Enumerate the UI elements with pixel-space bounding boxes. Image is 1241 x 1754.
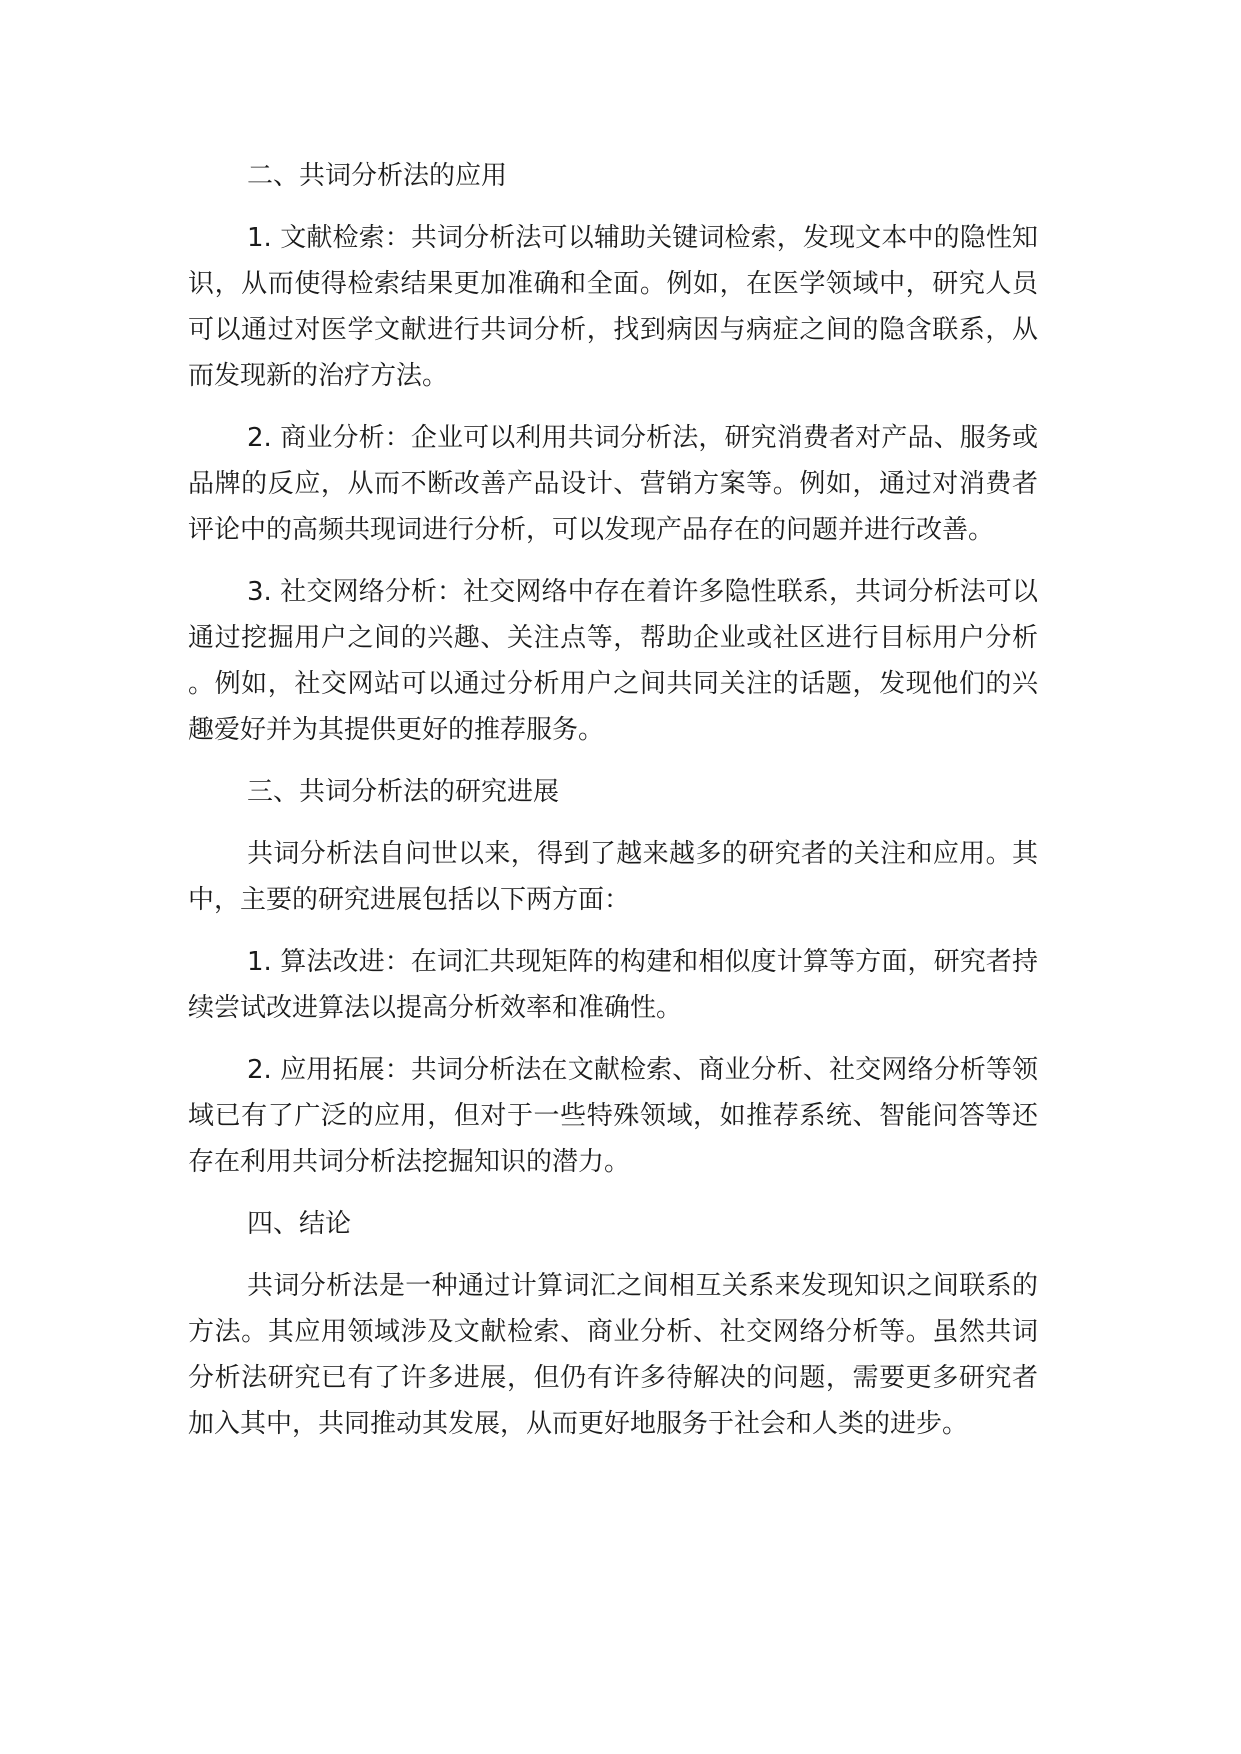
- paragraph-conclusion: 共词分析法是一种通过计算词汇之间相互关系来发现知识之间联系的方法。其应用领域涉及文献检索、商业分析、社交网络分析等。虽然共词分析法研究已有了许多进展，但仍有许多待解决的问题，需要更多研究者加入其中，共同推动其发展，从而更好地服务于社会和人类的进步。: [188, 1271, 1038, 1439]
- paragraph-social-network-analysis: 3. 社交网络分析：社交网络中存在着许多隐性联系，共词分析法可以通过挖掘用户之间的兴趣、关注点等，帮助企业或社区进行目标用户分析。例如，社交网站可以通过分析用户之间共同关注的话题，发现他们的兴趣爱好并为其提供更好的推荐服务。: [188, 577, 1038, 745]
- paragraph-literature-retrieval: 1. 文献检索：共词分析法可以辅助关键词检索，发现文本中的隐性知识，从而使得检索结果更加准确和全面。例如，在医学领域中，研究人员可以通过对医学文献进行共词分析，找到病因与病症之间的隐含联系，从而发现新的治疗方法。: [188, 223, 1038, 391]
- section-heading-research-progress: 三、共词分析法的研究进展: [247, 777, 560, 807]
- paragraph-application-expansion: 2. 应用拓展：共词分析法在文献检索、商业分析、社交网络分析等领域已有了广泛的应用，但对于一些特殊领域，如推荐系统、智能问答等还存在利用共词分析法挖掘知识的潜力。: [188, 1055, 1038, 1177]
- document-body: [188, 153, 1038, 1463]
- section-heading-conclusion: 四、结论: [247, 1209, 352, 1239]
- section-heading-application: 二、共词分析法的应用: [247, 161, 508, 191]
- paragraph-progress-intro: 共词分析法自问世以来，得到了越来越多的研究者的关注和应用。其中，主要的研究进展包括以下两方面：: [188, 839, 1038, 915]
- paragraph-algorithm-improvement: 1. 算法改进：在词汇共现矩阵的构建和相似度计算等方面，研究者持续尝试改进算法以提高分析效率和准确性。: [188, 947, 1038, 1023]
- paragraph-business-analysis: 2. 商业分析：企业可以利用共词分析法，研究消费者对产品、服务或品牌的反应，从而不断改善产品设计、营销方案等。例如，通过对消费者评论中的高频共现词进行分析，可以发现产品存在的问题并进行改善。: [188, 423, 1038, 545]
